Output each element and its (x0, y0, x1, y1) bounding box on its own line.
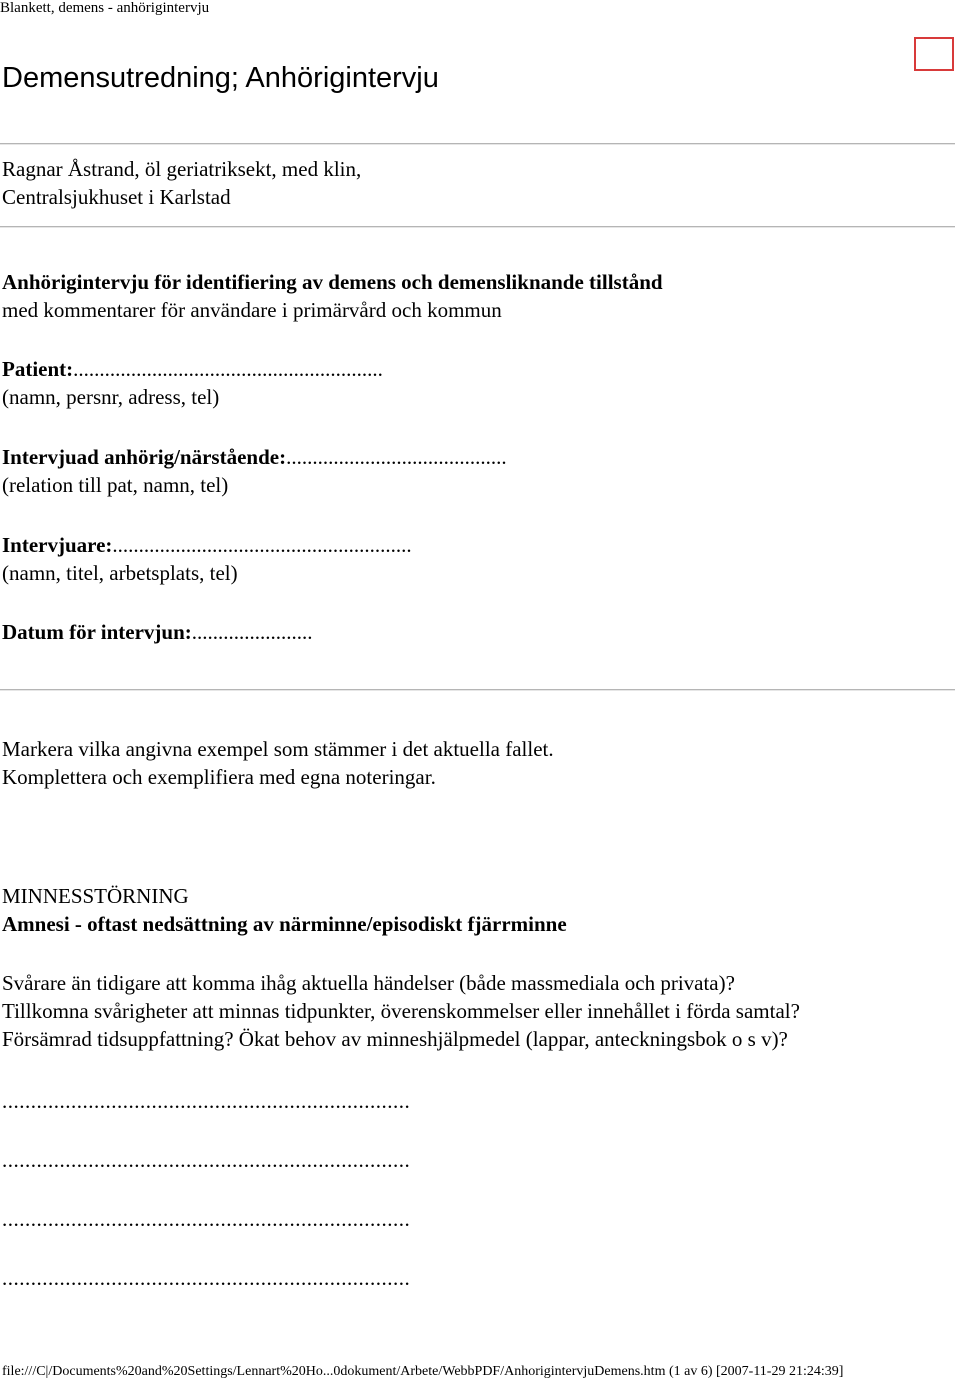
section-header (2, 882, 567, 938)
logo-box (914, 37, 954, 71)
footer-url: file:///C|/Documents%20and%20Settings/Lennart%20Ho...0dokument/Arbete/WebbPDF/AnhorigintervjuDemens.htm (1 av 6) [2007-11-29 21:24:39] (2, 1364, 844, 1379)
anhorig-label: Intervjuad anhörig/närstående: (2, 445, 287, 469)
intro-block (2, 268, 663, 324)
question-2: Tillkomna svårigheter att minnas tidpunkter, överenskommelser eller innehållet i förda samtal? (2, 999, 800, 1023)
anhorig-input-dots[interactable]: .......................................... (286, 445, 507, 469)
questions-block (2, 969, 800, 1053)
anhorig-hint: (relation till pat, namn, tel) (2, 473, 229, 497)
browser-title: Blankett, demens - anhörigintervju (0, 0, 210, 16)
patient-hint: (namn, persnr, adress, tel) (2, 385, 220, 409)
patient-input-dots[interactable]: ........................................................... (73, 357, 383, 381)
answer-line-1[interactable]: ....................................................................... (2, 1089, 411, 1113)
patient-label: Patient: (2, 357, 74, 381)
answer-line-3[interactable]: ....................................................................... (2, 1207, 411, 1231)
intervjuare-input-dots[interactable]: ......................................................... (112, 533, 412, 557)
author-block (2, 155, 361, 211)
patient-field (2, 355, 383, 411)
datum-input-dots[interactable]: ....................... (191, 620, 313, 644)
answer-line-4[interactable]: ....................................................................... (2, 1266, 411, 1290)
section-subheading: Amnesi - oftast nedsättning av närminne/episodiskt fjärrminne (2, 912, 567, 936)
anhorig-field (2, 443, 507, 499)
intervjuare-field (2, 531, 412, 587)
datum-label: Datum för intervjun: (2, 620, 192, 644)
intervjuare-hint: (namn, titel, arbetsplats, tel) (2, 561, 238, 585)
question-1: Svårare än tidigare att komma ihåg aktuella händelser (både massmediala och privata)? (2, 971, 735, 995)
page-title: Demensutredning; Anhörigintervju (2, 62, 439, 94)
divider (0, 143, 955, 145)
divider (0, 689, 955, 691)
section-heading: MINNESSTÖRNING (2, 884, 189, 908)
intro-line-1: Anhörigintervju för identifiering av demens och demensliknande tillstånd (2, 270, 663, 294)
instructions (2, 735, 554, 791)
intervjuare-label: Intervjuare: (2, 533, 113, 557)
instructions-line-2: Komplettera och exemplifiera med egna noteringar. (2, 765, 436, 789)
datum-field (2, 618, 313, 646)
instructions-line-1: Markera vilka angivna exempel som stämmer i det aktuella fallet. (2, 737, 554, 761)
answer-line-2[interactable]: ....................................................................... (2, 1148, 411, 1172)
author-line-2: Centralsjukhuset i Karlstad (2, 185, 231, 209)
author-line-1: Ragnar Åstrand, öl geriatriksekt, med klin, (2, 157, 362, 181)
intro-line-2: med kommentarer för användare i primärvård och kommun (2, 298, 502, 322)
divider (0, 226, 955, 228)
question-3: Försämrad tidsuppfattning? Ökat behov av minneshjälpmedel (lappar, anteckningsbok o s v)? (2, 1027, 788, 1051)
